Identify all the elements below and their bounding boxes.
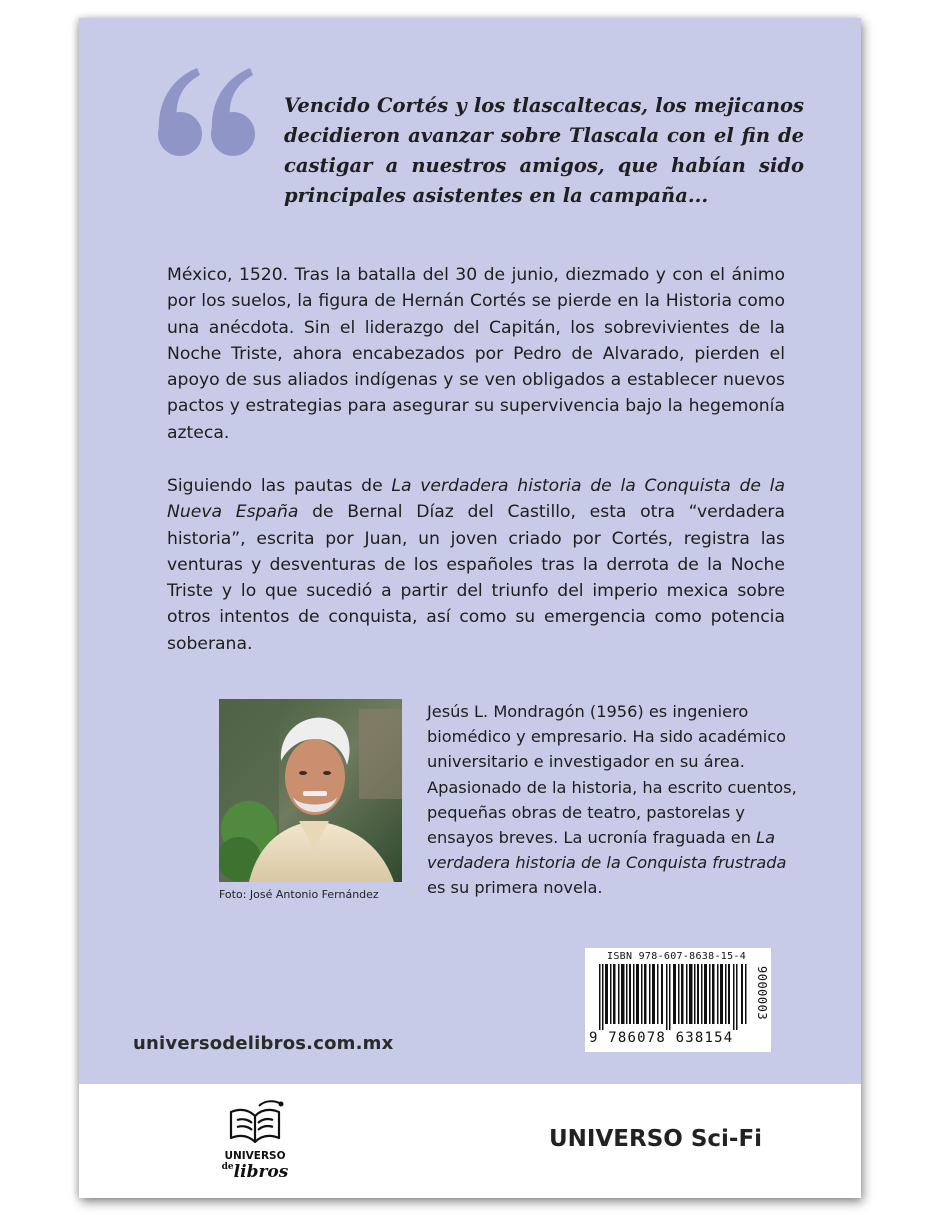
synopsis-paragraph-2 <box>167 473 785 657</box>
bio-text: Jesús L. Mondragón (1956) es ingeniero biomédico y empresario. Ha sido académico universitario e investigador en su área. Apasionado de la historia, ha escrito cuentos, pequeñas obras de teatro, pastorelas y ensayos breves. La ucronía fraguada en <box>427 702 797 848</box>
synopsis-text: de Bernal Díaz del Castillo, esta otra “verdadera historia”, escrita por Juan, un joven criado por Cortés, registra las venturas y desventuras de los españoles tras la derrota de la Noche Triste y lo que sucedió a partir del triunfo del imperio mexica sobre otros intentos de conquista, así como su emergencia como potencia soberana. <box>167 502 786 654</box>
imprint-name: UNIVERSO Sci-Fi <box>549 1126 763 1152</box>
barcode-digits: 9 786078 638154 <box>589 1030 734 1046</box>
synopsis-text: Siguiendo las pautas de <box>167 476 392 496</box>
book-title-reference: La verdadera historia de la Conquista de la Nueva España <box>167 476 785 523</box>
isbn-barcode <box>585 948 771 1052</box>
photo-credit: Foto: José Antonio Fernández <box>219 888 379 901</box>
logo-wordmark-libros-text: libros <box>233 1162 289 1182</box>
isbn-label: ISBN 978-607-8638-15-4 <box>607 951 747 962</box>
author-bio <box>427 699 797 901</box>
open-book-icon <box>225 1098 285 1150</box>
publisher-website: universodelibros.com.mx <box>133 1033 394 1054</box>
logo-wordmark-universo: UNIVERSO <box>224 1150 286 1162</box>
author-photo <box>219 699 402 882</box>
back-cover <box>79 18 861 1198</box>
book-title: La verdadera historia de la Conquista frustrada <box>427 828 787 873</box>
pull-quote: Vencido Cortés y los tlascaltecas, los mejicanos decidieron avanzar sobre Tlascala con el fin de castigar a nuestros amigos, que habían sido principales asistentes en la campaña... <box>284 94 804 207</box>
synopsis-paragraph-1: México, 1520. Tras la batalla del 30 de junio, diezmado y con el ánimo por los suelos, la figura de Hernán Cortés se pierde en la Historia como una anécdota. Sin el liderazgo del Capitán, los sobrevivientes de la Noche Triste, ahora encabezados por Pedro de Alvarado, pierden el apoyo de sus aliados indígenas y se ven obligados a establecer nuevos pactos y estrategias para asegurar su supervivencia bajo la hegemonía azteca. <box>167 265 785 443</box>
publisher-logo <box>215 1098 295 1188</box>
open-quote-icon <box>153 58 263 168</box>
barcode-bars <box>599 964 749 1030</box>
barcode-addon: 9000003 <box>755 966 769 1021</box>
logo-wordmark-de: de <box>221 1162 234 1172</box>
bio-text: es su primera novela. <box>427 878 603 898</box>
logo-wordmark-libros <box>215 1162 295 1182</box>
